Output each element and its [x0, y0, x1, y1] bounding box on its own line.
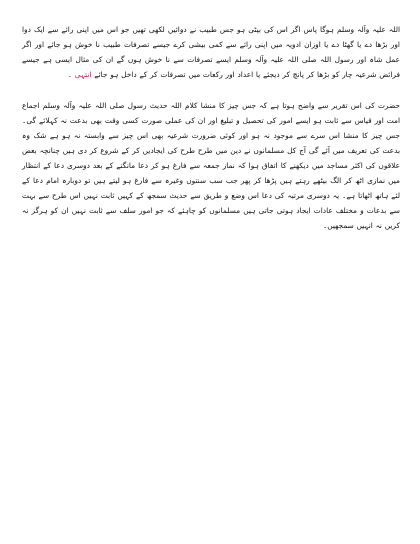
paragraph-1-text: اللہ علیہ وآلہ وسلم ہوگا پاس اگر اس کی بیٹی ہو جس طبیب نے دوائیں لکھی تھیں جو اس میں اپنی رائے سے ایک دوا اور بڑھا دے یا گھٹا دے یا اوزان ادویہ میں اپنی رائے سے کمی بیشی کرے جیسے تصرفات طبیب نا خوش ہو جائے اور اگر عمل شاہ اور رسول اللہ صلی اللہ علیہ وآلہ وسلم ایسے تصرفات سے نا خوش ہوں گے ان کی مثال ایسی ہے جیسے فرائض شرعیہ چار کو بڑھا کر پانچ کر دیجئے یا اعداد اور رکعات میں تصرفات کر کے داخل ہو جائے: [22, 25, 400, 79]
paragraph-2: [22, 98, 400, 233]
highlight-text: انتہی ۔: [67, 70, 92, 79]
paragraph-2-text: حضرت کی اس تقریر سے واضح ہوتا ہے کہ جس چیز کا منشا کلام اللہ حدیث رسول صلی اللہ علیہ وآلہ وسلم اجماع امت اور قیاس سے ثابت ہو ایسے امور کی تحصیل و تبلیغ اور ان کی عملی صورت کسی وقت بھی بدعت نہ کہلائے گی۔ جس چیز کا منشا اس سرے سے موجود نہ ہو اور کوئی ضرورت شرعیہ بھی اس چیز سے وابستہ نہ ہو ہے شک وہ بدعت کی تعریف میں آئے گی آج کل مسلمانوں نے دین میں طرح طرح کی ایجادیں کر کے شروع کر دی ہیں چنانچہ بعض علاقوں کی اکثر مساجد میں دیکھنے کا اتفاق ہوا کہ نماز جمعہ سے فارغ ہو کر دعا مانگتے کے بعد دوسری دعا کے انتظار میں نمازی اٹھ کر الگ بیٹھے رہتے ہیں پڑھا کر پھر جب سب سنتوں وغیرہ سے فارغ ہو لیتے ہیں تو دوبارہ امام دعا کے لئے ہاتھ اٹھاتا ہے۔ یہ دوسری مرتبہ کی دعا اس وضع و طریق سے حدیث سمجھ کے کہیں ثابت نہیں اس طرح سے بہت سے بدعات و مختلف عادات ایجاد ہوتی جاتی ہیں مسلمانوں کو چاہئے کہ جو امور سلف سے ثابت نہیں ان کو ہرگز نہ کریں نہ انہیں سمجھیں۔: [22, 101, 400, 230]
paragraph-1: [22, 22, 400, 82]
paragraph-1-text-container: [22, 22, 400, 82]
